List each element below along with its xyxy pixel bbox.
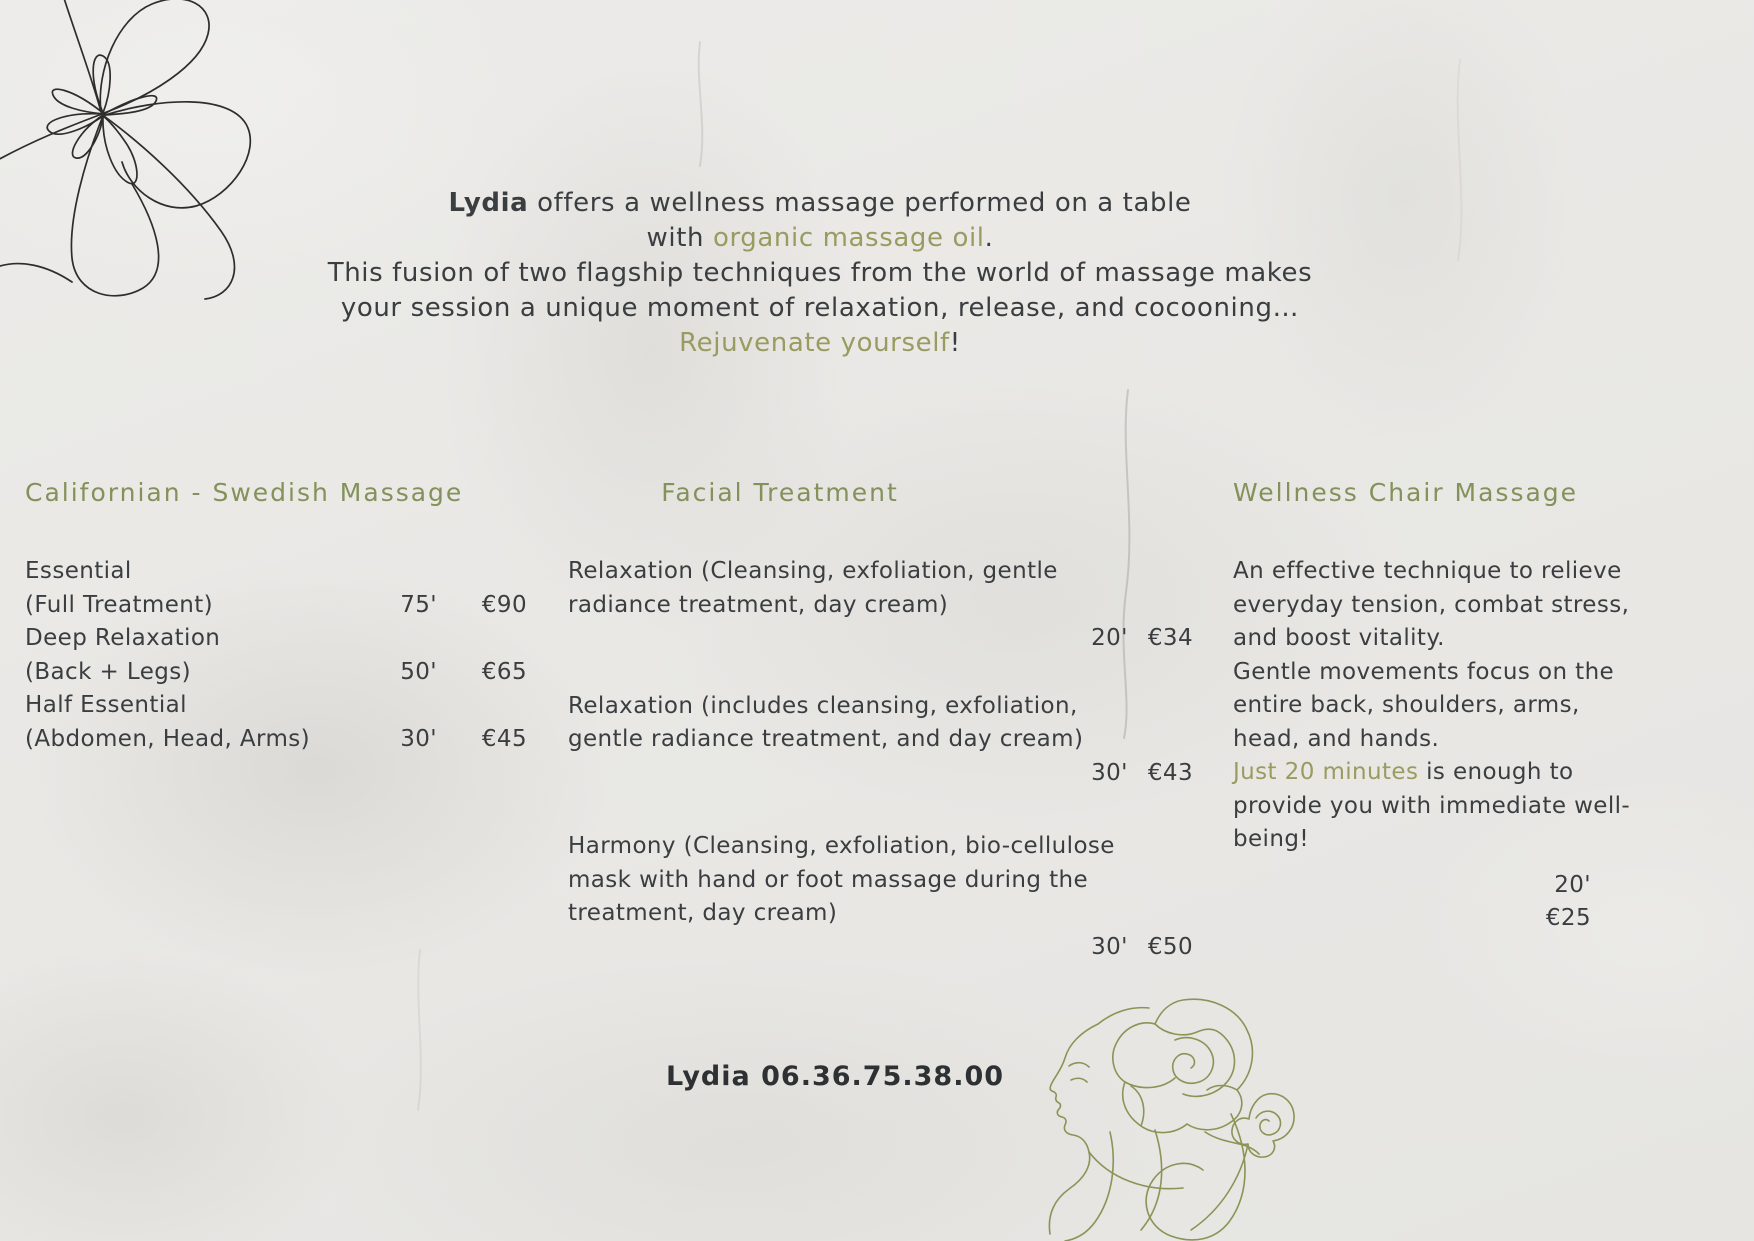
menu-row bbox=[25, 656, 527, 690]
intro-line-2 bbox=[0, 221, 1640, 256]
item-description-line: Relaxation (Cleansing, exfoliation, gentle bbox=[568, 558, 1058, 584]
intro-line-2-suffix: . bbox=[984, 223, 994, 253]
item-price bbox=[437, 555, 527, 589]
column-heading-californian: Californian - Swedish Massage bbox=[25, 478, 464, 507]
item-duration: 20' bbox=[1091, 625, 1128, 651]
intro-line-4: your session a unique moment of relaxation, release, and cocooning… bbox=[340, 293, 1300, 323]
item-duration: 30' bbox=[1091, 933, 1128, 960]
column-californian-swedish-massage bbox=[25, 476, 527, 756]
item-price: €90 bbox=[481, 591, 527, 618]
item-description-line: Relaxation (includes cleansing, exfoliation, bbox=[568, 692, 1078, 719]
item-detail: (Abdomen, Head, Arms) bbox=[25, 725, 311, 752]
contact-phone: Lydia 06.36.75.38.00 bbox=[665, 1061, 1005, 1092]
description-line: provide you with immediate well- bbox=[1233, 792, 1631, 819]
item-duration: 20' bbox=[1554, 871, 1591, 898]
item-duration bbox=[347, 689, 437, 723]
intro-line-1-rest: offers a wellness massage performed on a table bbox=[528, 188, 1192, 218]
intro-line-1 bbox=[0, 186, 1640, 221]
description-line: head, and hands. bbox=[1233, 725, 1440, 752]
facial-item bbox=[568, 690, 1193, 791]
wellness-description bbox=[1233, 555, 1631, 857]
item-description-line: treatment, day cream) bbox=[568, 900, 838, 926]
intro-text bbox=[0, 186, 1640, 361]
menu-row bbox=[25, 555, 527, 589]
intro-line-2-prefix: with bbox=[646, 223, 713, 253]
item-price-row bbox=[568, 757, 1193, 791]
menu-row bbox=[25, 589, 527, 623]
column-wellness-chair-massage bbox=[1233, 476, 1631, 936]
price-list bbox=[25, 555, 527, 756]
description-line: everyday tension, combat stress, bbox=[1233, 591, 1630, 618]
column-heading-wellness-chair: Wellness Chair Massage bbox=[1233, 478, 1579, 507]
brand-name: Lydia bbox=[448, 188, 529, 218]
column-facial-treatment bbox=[568, 476, 1193, 964]
item-duration: 75' bbox=[400, 591, 437, 618]
description-line: and boost vitality. bbox=[1233, 625, 1445, 651]
item-price bbox=[437, 689, 527, 723]
description-line: being! bbox=[1233, 826, 1309, 852]
item-price: €50 bbox=[1147, 933, 1193, 960]
item-detail: (Back + Legs) bbox=[25, 658, 192, 685]
item-duration: 50' bbox=[400, 658, 437, 685]
description-line: entire back, shoulders, arms, bbox=[1233, 692, 1580, 718]
item-price: €34 bbox=[1147, 625, 1193, 651]
organic-oil-highlight: organic massage oil bbox=[712, 223, 985, 253]
item-price: €65 bbox=[481, 658, 527, 685]
woman-with-roses-line-art bbox=[1005, 982, 1300, 1241]
column-heading-facial: Facial Treatment bbox=[661, 478, 899, 507]
menu-row bbox=[25, 622, 527, 656]
item-detail: (Full Treatment) bbox=[25, 591, 214, 618]
item-description-line: mask with hand or foot massage during the bbox=[568, 866, 1089, 893]
description-line: Gentle movements focus on the bbox=[1233, 658, 1615, 685]
item-price: €43 bbox=[1147, 759, 1193, 786]
description-line: An effective technique to relieve bbox=[1233, 558, 1622, 584]
item-price-row bbox=[568, 931, 1193, 965]
item-duration bbox=[347, 555, 437, 589]
rejuvenate-highlight: Rejuvenate yourself bbox=[679, 328, 950, 358]
item-description-line: Harmony (Cleansing, exfoliation, bio-cellulose bbox=[568, 833, 1115, 859]
item-name: Deep Relaxation bbox=[25, 625, 221, 651]
menu-row bbox=[25, 723, 527, 757]
item-description-line: gentle radiance treatment, and day cream) bbox=[568, 726, 1084, 752]
menu-row bbox=[25, 689, 527, 723]
item-description-line: radiance treatment, day cream) bbox=[568, 591, 949, 618]
item-price-row bbox=[568, 622, 1193, 656]
item-duration bbox=[347, 622, 437, 656]
intro-line-5-suffix: ! bbox=[949, 328, 961, 358]
facial-item bbox=[568, 555, 1193, 656]
just-20-minutes-highlight: Just 20 minutes bbox=[1233, 759, 1419, 785]
item-price: €25 bbox=[1545, 905, 1591, 931]
item-duration: 30' bbox=[400, 725, 437, 752]
intro-line-3: This fusion of two flagship techniques from the world of massage makes bbox=[327, 258, 1313, 288]
item-name: Essential bbox=[25, 558, 132, 584]
item-duration: 30' bbox=[1091, 759, 1128, 786]
facial-item bbox=[568, 830, 1193, 964]
item-price bbox=[437, 622, 527, 656]
highlight-rest: is enough to bbox=[1418, 759, 1574, 785]
intro-line-5 bbox=[0, 326, 1640, 361]
description-line-highlighted bbox=[1233, 756, 1625, 790]
item-name: Half Essential bbox=[25, 692, 187, 718]
item-price: €45 bbox=[481, 725, 527, 752]
